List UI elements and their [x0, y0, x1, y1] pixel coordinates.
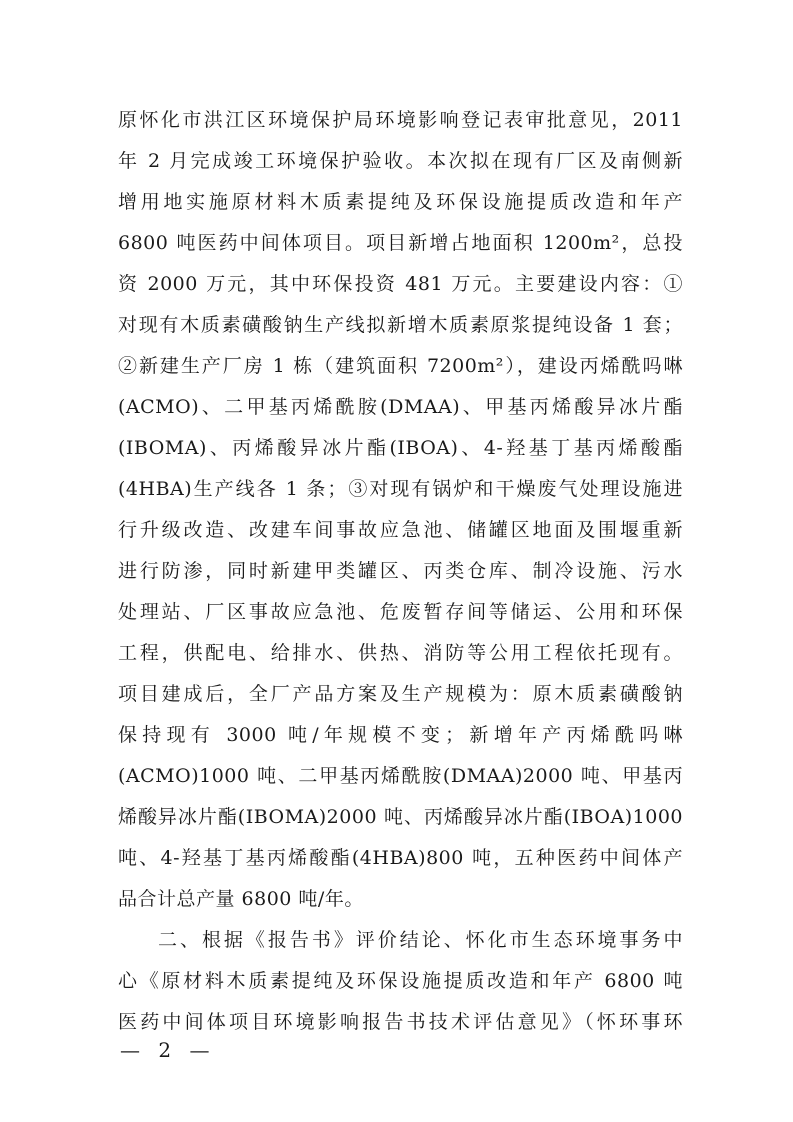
text-line: 保持现有 3000 吨/年规模不变；新增年产丙烯酰吗啉 [118, 724, 683, 746]
text-line: ②新建生产厂房 1 栋（建筑面积 7200m²），建设丙烯酰吗啉 [118, 355, 683, 377]
page-number: — 2 — [120, 1038, 216, 1062]
text-line: (ACMO)1000 吨、二甲基丙烯酰胺(DMAA)2000 吨、甲基丙 [118, 765, 683, 787]
paragraph-2 [118, 920, 683, 1043]
text-line: 年 2 月完成竣工环境保护验收。本次拟在现有厂区及南侧新 [118, 150, 683, 172]
text-line: 对现有木质素磺酸钠生产线拟新增木质素原浆提纯设备 1 套； [118, 314, 683, 336]
text-line: 医药中间体项目环境影响报告书技术评估意见》（怀环事环 [118, 1011, 683, 1033]
body-text [118, 100, 683, 1043]
text-line: 行升级改造、改建车间事故应急池、储罐区地面及围堰重新 [118, 519, 683, 541]
text-line: (ACMO)、二甲基丙烯酰胺(DMAA)、甲基丙烯酸异冰片酯 [118, 396, 683, 418]
text-line: 处理站、厂区事故应急池、危废暂存间等储运、公用和环保 [118, 601, 683, 623]
text-line: 原怀化市洪江区环境保护局环境影响登记表审批意见，2011 [118, 109, 683, 131]
text-line: 吨、4-羟基丁基丙烯酸酯(4HBA)800 吨，五种医药中间体产 [118, 847, 683, 869]
text-line: 进行防渗，同时新建甲类罐区、丙类仓库、制冷设施、污水 [118, 560, 683, 582]
text-line: 工程，供配电、给排水、供热、消防等公用工程依托现有。 [118, 642, 683, 664]
text-line: 增用地实施原材料木质素提纯及环保设施提质改造和年产 [118, 191, 683, 213]
text-line: 项目建成后，全厂产品方案及生产规模为：原木质素磺酸钠 [118, 683, 683, 705]
text-line: 心《原材料木质素提纯及环保设施提质改造和年产 6800 吨 [118, 970, 683, 992]
text-line: (4HBA)生产线各 1 条；③对现有锅炉和干燥废气处理设施进 [118, 478, 683, 500]
text-line: 品合计总产量 6800 吨/年。 [118, 888, 364, 910]
text-line: 6800 吨医药中间体项目。项目新增占地面积 1200m²，总投 [118, 232, 683, 254]
paragraph-1 [118, 100, 683, 920]
text-line: 资 2000 万元，其中环保投资 481 万元。主要建设内容：① [118, 273, 683, 295]
text-line: (IBOMA)、丙烯酸异冰片酯(IBOA)、4-羟基丁基丙烯酸酯 [118, 437, 683, 459]
text-line: 烯酸异冰片酯(IBOMA)2000 吨、丙烯酸异冰片酯(IBOA)1000 [118, 806, 683, 828]
text-line: 二、根据《报告书》评价结论、怀化市生态环境事务中 [158, 929, 683, 951]
